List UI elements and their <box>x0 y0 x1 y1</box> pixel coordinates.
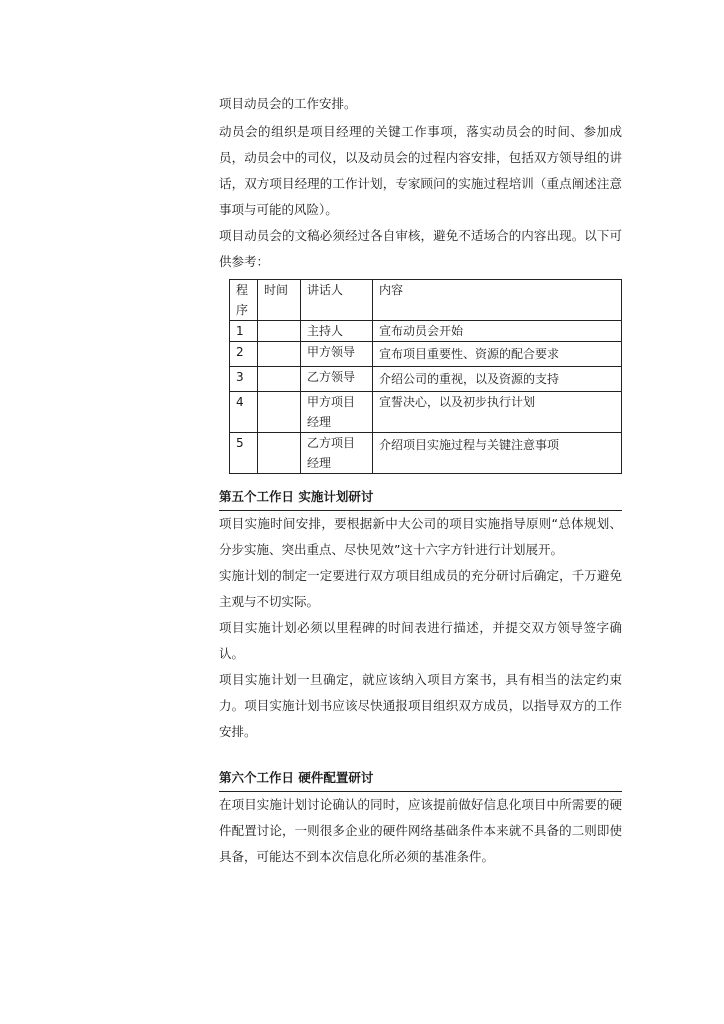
row-speaker: 甲方领导 <box>301 342 373 367</box>
row-content: 介绍项目实施过程与关键注意事项 <box>373 433 622 474</box>
meeting-arrangement-heading: 项目动员会的工作安排。 <box>219 96 357 111</box>
table-row <box>230 342 622 367</box>
row-speaker: 乙方领导 <box>301 367 373 392</box>
row-time <box>258 367 301 392</box>
section-5-title: 第五个工作日 实施计划研讨 <box>219 486 622 511</box>
row-speaker: 乙方项目经理 <box>301 433 373 474</box>
row-step: 3 <box>230 367 258 392</box>
section-5-paragraph: 项目实施时间安排，要根据新中大公司的项目实施指导原则“总体规划、分步实施、突出重点、尽快见效”这十六字方针进行计划展开。 <box>219 516 622 557</box>
section-5-paragraph: 项目实施计划必须以里程碑的时间表进行描述，并提交双方领导签字确认。 <box>219 620 622 661</box>
section-6-paragraph: 在项目实施计划讨论确认的同时，应该提前做好信息化项目中所需要的硬件配置讨论，一则很多企业的硬件网络基础条件本来就不具备的二则即使具备，可能达不到本次信息化所必须的基准条件。 <box>219 797 622 864</box>
row-time <box>258 321 301 342</box>
row-step: 5 <box>230 433 258 474</box>
table-header-row <box>230 280 622 321</box>
row-speaker: 主持人 <box>301 321 373 342</box>
table-row <box>230 321 622 342</box>
row-time <box>258 342 301 367</box>
row-speaker: 甲方项目经理 <box>301 392 373 433</box>
header-speaker: 讲话人 <box>301 280 373 321</box>
table-row <box>230 433 622 474</box>
header-content: 内容 <box>373 280 622 321</box>
row-time <box>258 392 301 433</box>
header-time: 时间 <box>258 280 301 321</box>
meeting-organization-paragraph: 动员会的组织是项目经理的关键工作事项，落实动员会的时间、参加成员，动员会中的司仪，以及动员会的过程内容安排，包括双方领导组的讲话，双方项目经理的工作计划，专家顾问的实施过程培训（重点阐述注意事项与可能的风险）。 <box>219 124 622 217</box>
row-step: 4 <box>230 392 258 433</box>
section-5-paragraph: 项目实施计划一旦确定，就应该纳入项目方案书，具有相当的法定约束力。项目实施计划书应该尽快通报项目组织双方成员，以指导双方的工作安排。 <box>219 672 622 739</box>
row-content: 宣布动员会开始 <box>373 321 622 342</box>
row-content: 宣布项目重要性、资源的配合要求 <box>373 342 622 367</box>
row-content: 宣誓决心，以及初步执行计划 <box>373 392 622 433</box>
section-6-title: 第六个工作日 硬件配置研讨 <box>219 767 622 792</box>
header-step: 程序 <box>230 280 258 321</box>
row-content: 介绍公司的重视，以及资源的支持 <box>373 367 622 392</box>
row-step: 2 <box>230 342 258 367</box>
row-step: 1 <box>230 321 258 342</box>
table-row <box>230 367 622 392</box>
document-body <box>219 93 622 870</box>
meeting-schedule-table <box>229 279 622 474</box>
meeting-draft-paragraph: 项目动员会的文稿必须经过各自审核，避免不适场合的内容出现。以下可供参考： <box>219 228 622 269</box>
section-5-paragraph: 实施计划的制定一定要进行双方项目组成员的充分研讨后确定，千万避免主观与不切实际。 <box>219 568 622 609</box>
table-row <box>230 392 622 433</box>
row-time <box>258 433 301 474</box>
